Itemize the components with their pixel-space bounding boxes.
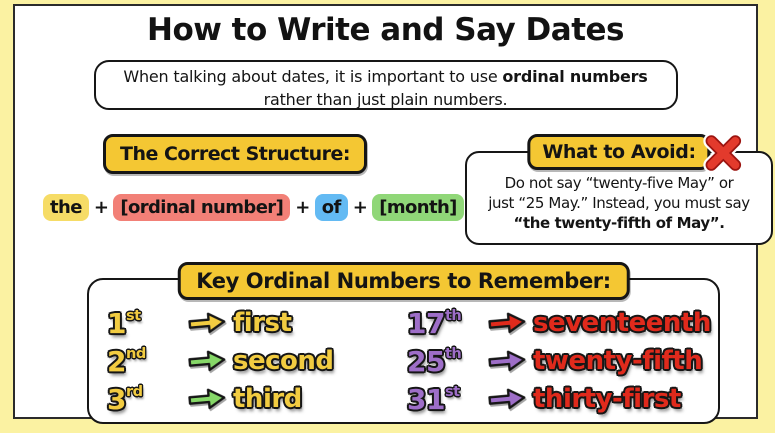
ordinal-number-value: 2	[107, 344, 126, 378]
formula-the-chip: the	[43, 194, 89, 221]
ordinal-word: first	[233, 308, 292, 338]
ordinal-word: seventeenth	[533, 308, 711, 338]
red-cross-icon	[700, 129, 748, 177]
intro-text-1: When talking about dates, it is important to use	[123, 67, 503, 86]
ordinal-number-value: 3	[107, 382, 126, 416]
ordinal-word: twenty-fifth	[533, 346, 703, 376]
plus-sign: +	[295, 197, 310, 218]
ordinal-number	[407, 307, 481, 340]
ordinal-suffix: th	[444, 345, 462, 362]
what-to-avoid-label: What to Avoid:	[542, 141, 696, 163]
ordinal-row-3rd	[107, 380, 334, 418]
key-ordinals-heading: Key Ordinal Numbers to Remember:	[177, 262, 630, 300]
ordinal-word: second	[233, 346, 334, 376]
arrow-icon	[487, 310, 527, 336]
ordinal-number	[107, 383, 181, 416]
ordinal-number	[107, 307, 181, 340]
intro-text-2: rather than just plain numbers.	[263, 90, 508, 110]
ordinal-word: third	[233, 384, 302, 414]
ordinal-row-31st	[407, 380, 711, 418]
page-title: How to Write and Say Dates	[147, 12, 624, 48]
formula-ordinal-chip: [ordinal number]	[113, 194, 290, 221]
arrow-icon	[487, 348, 527, 374]
arrow-icon	[487, 386, 527, 412]
key-ordinals-box	[87, 269, 720, 424]
avoid-line-3: “the twenty-fifth of May”.	[513, 214, 725, 233]
ordinal-number-value: 25	[407, 344, 445, 378]
ordinal-number	[407, 345, 481, 378]
ordinal-row-17th	[407, 304, 711, 342]
date-formula	[43, 194, 464, 221]
plus-sign: +	[93, 197, 109, 218]
ordinal-suffix: rd	[125, 383, 143, 400]
avoid-line-2: just “25 May.” Instead, you must say	[488, 194, 750, 213]
ordinal-row-25th	[407, 342, 711, 380]
arrow-icon	[187, 386, 227, 412]
ordinal-suffix: th	[444, 307, 462, 324]
ordinal-number-value: 1	[107, 306, 126, 340]
ordinal-word: thirty-first	[533, 384, 681, 414]
what-to-avoid-box	[465, 141, 773, 245]
ordinal-number-value: 17	[407, 306, 445, 340]
ordinal-number	[407, 383, 481, 416]
ordinals-left-column	[107, 304, 334, 418]
ordinal-number-value: 31	[407, 382, 445, 416]
ordinal-suffix: st	[125, 307, 141, 324]
ordinal-suffix: nd	[125, 345, 146, 362]
ordinal-row-2nd	[107, 342, 334, 380]
ordinals-right-column	[407, 304, 711, 418]
what-to-avoid-text	[467, 173, 771, 233]
ordinal-suffix: st	[444, 383, 460, 400]
intro-box	[94, 60, 678, 110]
what-to-avoid-heading	[527, 134, 710, 170]
intro-text-bold: ordinal numbers	[502, 67, 648, 86]
formula-month-chip: [month]	[372, 194, 464, 221]
plus-sign: +	[352, 197, 368, 218]
content-panel	[13, 4, 758, 419]
avoid-line-1: Do not say “twenty-five May” or	[504, 174, 734, 192]
arrow-icon	[187, 310, 227, 336]
ordinal-number	[107, 345, 181, 378]
arrow-icon	[187, 348, 227, 374]
correct-structure-heading: The Correct Structure:	[103, 134, 367, 174]
formula-of-chip: of	[315, 194, 348, 221]
ordinal-row-1st	[107, 304, 334, 342]
